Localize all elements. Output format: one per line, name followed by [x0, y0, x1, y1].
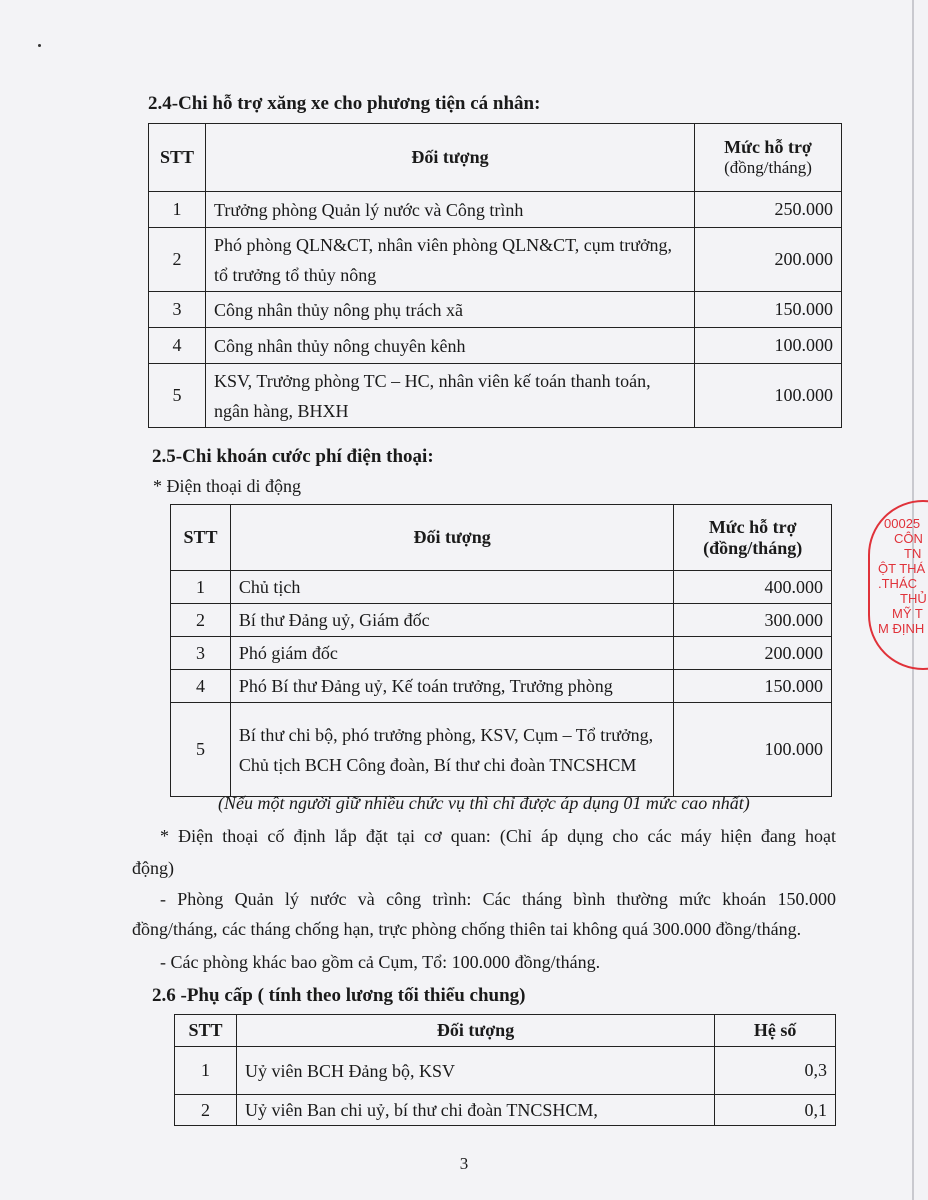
table-row [175, 1095, 836, 1126]
section-2-4-heading: 2.4-Chi hỗ trợ xăng xe cho phương tiện cá nhân: [148, 93, 541, 114]
row-coefficient: 0,3 [715, 1047, 836, 1095]
row-stt: 1 [175, 1047, 237, 1095]
header-subject: Đối tượng [230, 505, 673, 571]
qln-phone-line-1: - Phòng Quản lý nước và công trình: Các tháng bình thường mức khoán 150.000 [160, 889, 836, 909]
mobile-phone-table [170, 504, 832, 797]
header-amount-label: Mức hỗ trợ [724, 137, 812, 157]
stamp-line: M ĐỊNH [878, 621, 925, 636]
row-stt: 5 [149, 364, 206, 428]
red-seal-stamp [868, 500, 928, 670]
row-subject: Công nhân thủy nông phụ trách xã [205, 292, 694, 328]
row-amount: 300.000 [674, 604, 832, 637]
header-stt: STT [171, 505, 231, 571]
header-subject: Đối tượng [205, 124, 694, 192]
row-subject: Công nhân thủy nông chuyên kênh [205, 328, 694, 364]
row-subject: Bí thư chi bộ, phó trưởng phòng, KSV, Cụm – Tổ trưởng, Chủ tịch BCH Công đoàn, Bí thư chi đoàn TNCSHCM [230, 703, 673, 797]
table-row [171, 571, 832, 604]
page-number: 3 [459, 1154, 469, 1173]
table-row [171, 604, 832, 637]
row-stt: 2 [175, 1095, 237, 1126]
mobile-phone-label: * Điện thoại di động [153, 476, 301, 496]
table-row [149, 292, 842, 328]
row-subject: Bí thư Đảng uỷ, Giám đốc [230, 604, 673, 637]
row-stt: 2 [171, 604, 231, 637]
scan-speck [38, 44, 41, 47]
row-stt: 2 [149, 228, 206, 292]
table-row [175, 1047, 836, 1095]
row-subject: Phó giám đốc [230, 637, 673, 670]
multiple-positions-note: (Nếu một người giữ nhiều chức vụ thì chỉ được áp dụng 01 mức cao nhất) [218, 793, 750, 813]
row-subject: Trưởng phòng Quản lý nước và Công trình [205, 192, 694, 228]
section-2-5-heading: 2.5-Chi khoán cước phí điện thoại: [152, 446, 434, 467]
table-header-row [171, 505, 832, 571]
row-stt: 1 [171, 571, 231, 604]
row-subject: KSV, Trưởng phòng TC – HC, nhân viên kế toán thanh toán, ngân hàng, BHXH [205, 364, 694, 428]
row-subject: Chủ tịch [230, 571, 673, 604]
other-departments-line: - Các phòng khác bao gồm cả Cụm, Tổ: 100.000 đồng/tháng. [160, 952, 601, 972]
table-row [149, 328, 842, 364]
row-subject: Uỷ viên BCH Đảng bộ, KSV [236, 1047, 714, 1095]
table-row [171, 670, 832, 703]
row-amount: 100.000 [695, 328, 842, 364]
header-amount-unit: (đồng/tháng) [703, 537, 803, 558]
row-subject: Phó Bí thư Đảng uỷ, Kế toán trưởng, Trưởng phòng [230, 670, 673, 703]
table-row [149, 364, 842, 428]
stamp-line: MỸ T [892, 606, 923, 621]
header-amount [695, 124, 842, 192]
allowance-table [174, 1014, 836, 1126]
stamp-line: THỦ [900, 591, 927, 606]
row-amount: 200.000 [695, 228, 842, 292]
stamp-line: 00025 [884, 516, 921, 531]
row-stt: 1 [149, 192, 206, 228]
stamp-line: .THÁC [878, 576, 917, 591]
table-header-row [149, 124, 842, 192]
row-amount: 150.000 [695, 292, 842, 328]
header-amount-label: Mức hỗ trợ [708, 516, 797, 537]
row-stt: 4 [149, 328, 206, 364]
fuel-support-table [148, 123, 842, 428]
table-row [149, 228, 842, 292]
fixed-phone-line-1: * Điện thoại cố định lắp đặt tại cơ quan: (Chỉ áp dụng cho các máy hiện đang hoạt [160, 826, 836, 846]
row-amount: 100.000 [695, 364, 842, 428]
header-subject: Đối tượng [236, 1015, 714, 1047]
header-stt: STT [175, 1015, 237, 1047]
qln-phone-line-2: đồng/tháng, các tháng chống hạn, trực phòng chống thiên tai không quá 300.000 đồng/tháng. [132, 919, 802, 939]
row-amount: 400.000 [674, 571, 832, 604]
header-stt: STT [149, 124, 206, 192]
header-amount-unit: (đồng/tháng) [724, 158, 812, 177]
stamp-line: CÔN [894, 531, 923, 546]
row-subject: Uỷ viên Ban chi uỷ, bí thư chi đoàn TNCSHCM, [236, 1095, 714, 1126]
header-coefficient: Hệ số [715, 1015, 836, 1047]
row-stt: 3 [171, 637, 231, 670]
table-row [171, 637, 832, 670]
table-header-row [175, 1015, 836, 1047]
row-coefficient: 0,1 [715, 1095, 836, 1126]
header-amount [674, 505, 832, 571]
row-amount: 100.000 [674, 703, 832, 797]
row-stt: 4 [171, 670, 231, 703]
row-subject: Phó phòng QLN&CT, nhân viên phòng QLN&CT, cụm trưởng, tổ trưởng tổ thủy nông [205, 228, 694, 292]
stamp-line: ỘT THÁ [878, 561, 926, 576]
row-amount: 250.000 [695, 192, 842, 228]
table-row [149, 192, 842, 228]
section-2-6-heading: 2.6 -Phụ cấp ( tính theo lương tối thiểu chung) [152, 985, 526, 1006]
row-stt: 5 [171, 703, 231, 797]
row-amount: 200.000 [674, 637, 832, 670]
fixed-phone-line-2: động) [132, 858, 174, 878]
stamp-line: TN [904, 546, 922, 561]
row-stt: 3 [149, 292, 206, 328]
table-row [171, 703, 832, 797]
row-amount: 150.000 [674, 670, 832, 703]
